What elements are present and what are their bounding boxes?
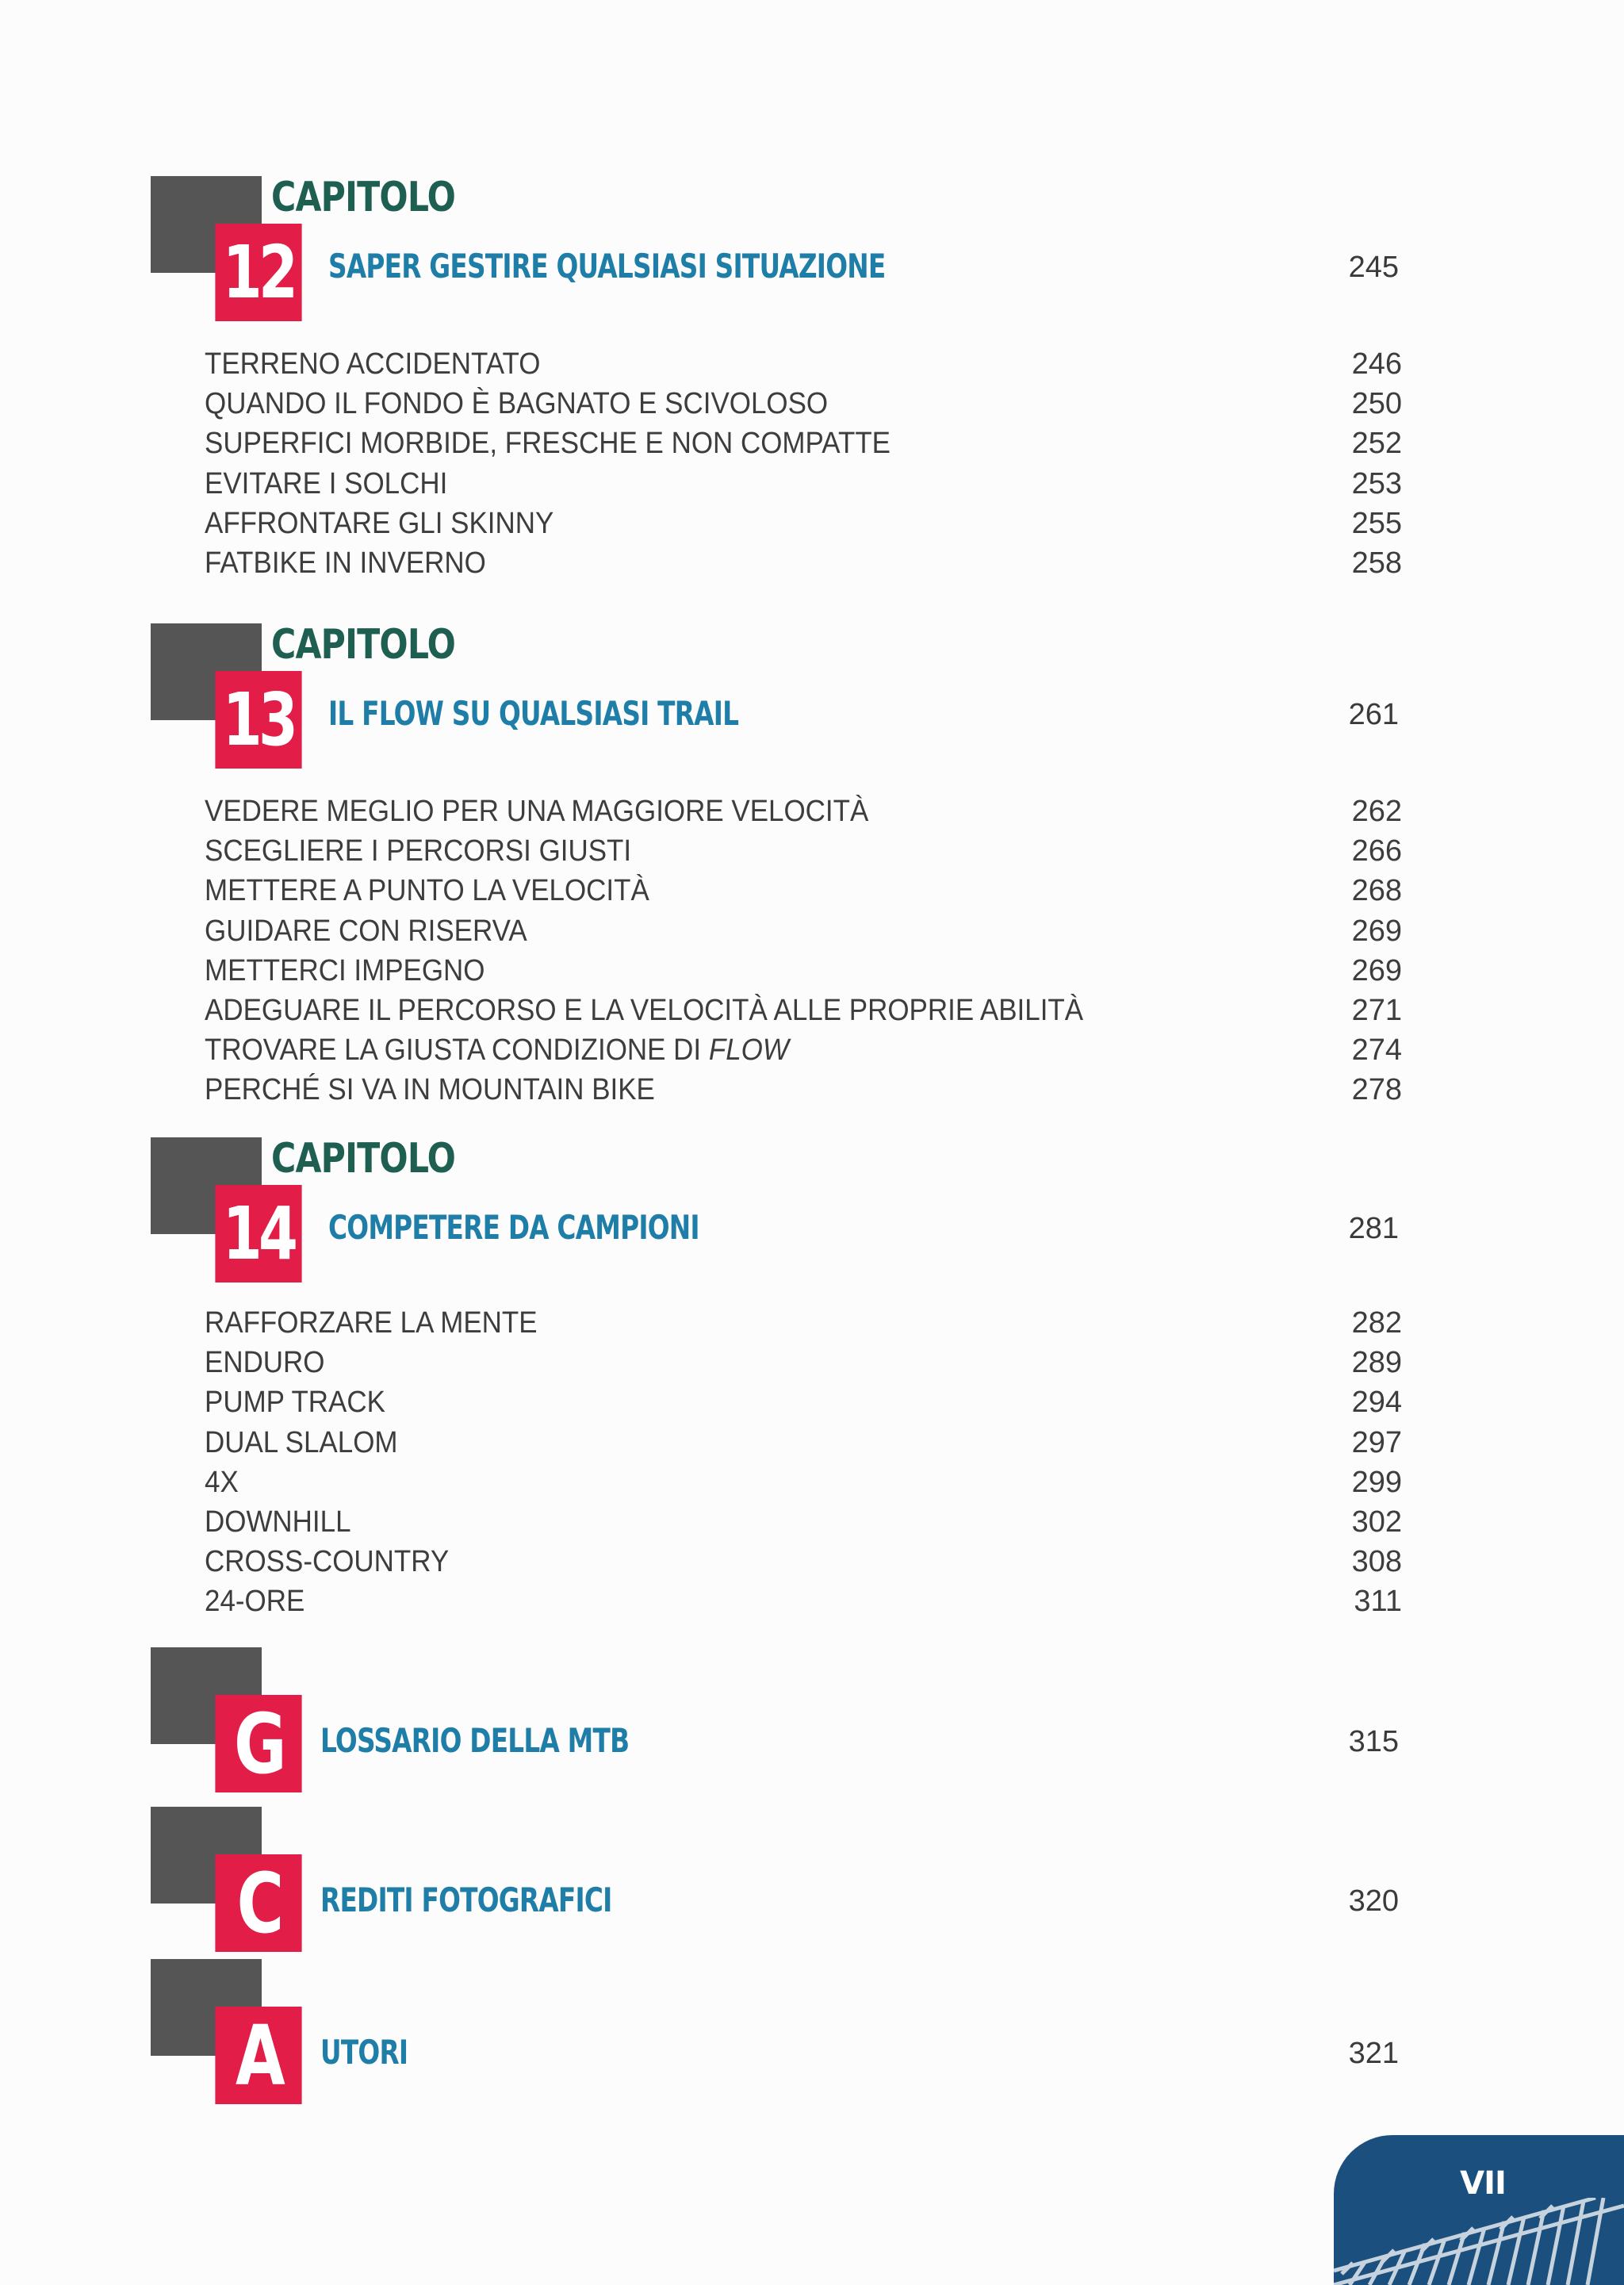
entry-title: SCEGLIERE I PERCORSI GIUSTI: [205, 834, 632, 868]
entry-title: AFFRONTARE GLI SKINNY: [205, 506, 554, 540]
entry-title: [205, 1030, 789, 1070]
entry-title: ENDURO: [205, 1346, 325, 1380]
toc-entry[interactable]: [205, 871, 1402, 911]
entry-page-number: 266: [1351, 834, 1402, 868]
appendix-letter-badge: C: [215, 1854, 301, 1952]
toc-entry[interactable]: [205, 1303, 1402, 1343]
toc-entry[interactable]: [205, 831, 1402, 871]
entry-page-number: 299: [1351, 1465, 1402, 1499]
entry-page-number: 308: [1351, 1545, 1402, 1579]
toc-entry[interactable]: [205, 344, 1402, 384]
entry-page-number: 311: [1354, 1585, 1402, 1619]
appendix-page-number: 320: [1348, 1884, 1399, 1918]
chapter-12-entries: [205, 344, 1402, 583]
entry-title: FATBIKE IN INVERNO: [205, 546, 486, 580]
entry-page-number: 269: [1351, 914, 1402, 948]
entry-page-number: 253: [1351, 466, 1402, 500]
chapter-title[interactable]: COMPETERE DA CAMPIONI: [328, 1208, 699, 1247]
toc-entry[interactable]: [205, 1423, 1402, 1463]
entry-page-number: 255: [1351, 506, 1402, 540]
entry-title: QUANDO IL FONDO È BAGNATO E SCIVOLOSO: [205, 387, 829, 421]
appendix-title[interactable]: LOSSARIO DELLA MTB: [320, 1721, 630, 1760]
toc-entry[interactable]: [205, 1463, 1402, 1502]
entry-page-number: 294: [1351, 1386, 1402, 1420]
entry-title: METTERE A PUNTO LA VELOCITÀ: [205, 874, 649, 908]
chapter-12-header: [151, 176, 1499, 327]
entry-page-number: 278: [1351, 1073, 1402, 1107]
entry-title: PERCHÉ SI VA IN MOUNTAIN BIKE: [205, 1073, 655, 1107]
entry-title: EVITARE I SOLCHI: [205, 466, 448, 500]
chapter-14-header: [151, 1137, 1499, 1288]
entry-title: CROSS-COUNTRY: [205, 1545, 450, 1579]
toc-entry[interactable]: [205, 1581, 1402, 1621]
toc-entry[interactable]: [205, 1382, 1402, 1422]
entry-title: GUIDARE CON RISERVA: [205, 914, 527, 948]
toc-entry[interactable]: [205, 543, 1402, 583]
chapter-page-number: 281: [1348, 1212, 1399, 1245]
entry-page-number: 262: [1351, 795, 1402, 828]
toc-entry[interactable]: [205, 1542, 1402, 1581]
tire-tread-icon: [1334, 2198, 1624, 2285]
appendix-photo-credits: [151, 1807, 1499, 1957]
entry-title: PUMP TRACK: [205, 1386, 385, 1420]
entry-title-text: TROVARE LA GIUSTA CONDIZIONE DI: [205, 1033, 709, 1068]
entry-title: DUAL SLALOM: [205, 1425, 398, 1459]
chapter-13-entries: [205, 792, 1402, 1110]
appendix-letter-badge: A: [215, 2007, 301, 2104]
appendix-glossary: [151, 1647, 1499, 1798]
entry-page-number: 289: [1351, 1346, 1402, 1380]
toc-entry[interactable]: [205, 504, 1402, 543]
toc-entry[interactable]: [205, 951, 1402, 991]
chapter-title[interactable]: SAPER GESTIRE QUALSIASI SITUAZIONE: [328, 247, 886, 286]
entry-page-number: 246: [1351, 347, 1402, 381]
chapter-13-header: [151, 623, 1499, 774]
entry-title: VEDERE MEGLIO PER UNA MAGGIORE VELOCITÀ: [205, 795, 869, 828]
toc-entry[interactable]: [205, 1030, 1402, 1070]
appendix-page-number: 315: [1348, 1725, 1399, 1758]
entry-page-number: 250: [1351, 387, 1402, 421]
entry-page-number: 271: [1351, 993, 1402, 1027]
appendix-page-number: 321: [1348, 2037, 1399, 2070]
entry-page-number: 258: [1351, 546, 1402, 580]
entry-page-number: 274: [1351, 1033, 1402, 1068]
appendix-title[interactable]: REDITI FOTOGRAFICI: [320, 1881, 612, 1919]
entry-page-number: 282: [1351, 1306, 1402, 1340]
chapter-page-number: 261: [1348, 698, 1399, 731]
chapter-14-entries: [205, 1303, 1402, 1622]
entry-page-number: 269: [1351, 953, 1402, 987]
toc-entry[interactable]: [205, 1343, 1402, 1382]
chapter-label: CAPITOLO: [271, 1135, 456, 1183]
toc-entry[interactable]: [205, 1502, 1402, 1542]
appendix-authors: [151, 1959, 1499, 2110]
toc-entry[interactable]: [205, 424, 1402, 463]
chapter-label: CAPITOLO: [271, 174, 456, 221]
entry-title: ADEGUARE IL PERCORSO E LA VELOCITÀ ALLE PROPRIE ABILITÀ: [205, 993, 1084, 1027]
entry-title: METTERCI IMPEGNO: [205, 953, 485, 987]
chapter-number-badge: 13: [215, 671, 301, 769]
toc-entry[interactable]: [205, 384, 1402, 424]
entry-title: 24-ORE: [205, 1585, 305, 1619]
toc-entry[interactable]: [205, 991, 1402, 1030]
entry-page-number: 268: [1351, 874, 1402, 908]
chapter-number-badge: 14: [215, 1185, 301, 1282]
appendix-letter-badge: G: [215, 1695, 301, 1792]
folio-tab: [1334, 2135, 1624, 2285]
entry-title-emphasis: FLOW: [708, 1033, 789, 1068]
entry-title: DOWNHILL: [205, 1505, 351, 1539]
entry-title: TERRENO ACCIDENTATO: [205, 347, 541, 381]
chapter-label: CAPITOLO: [271, 621, 456, 669]
entry-page-number: 302: [1351, 1505, 1402, 1539]
chapter-number-badge: 12: [215, 224, 301, 321]
entry-page-number: 297: [1351, 1425, 1402, 1459]
entry-title: 4X: [205, 1465, 239, 1499]
folio-number: VII: [1460, 2165, 1506, 2202]
entry-page-number: 252: [1351, 427, 1402, 461]
toc-entry[interactable]: [205, 792, 1402, 831]
chapter-title[interactable]: IL FLOW SU QUALSIASI TRAIL: [328, 694, 739, 733]
appendix-title[interactable]: UTORI: [320, 2033, 408, 2072]
entry-title: SUPERFICI MORBIDE, FRESCHE E NON COMPATTE: [205, 427, 891, 461]
chapter-page-number: 245: [1348, 251, 1399, 284]
toc-entry[interactable]: [205, 1070, 1402, 1110]
entry-title: RAFFORZARE LA MENTE: [205, 1306, 538, 1340]
toc-entry[interactable]: [205, 464, 1402, 504]
toc-entry[interactable]: [205, 911, 1402, 951]
